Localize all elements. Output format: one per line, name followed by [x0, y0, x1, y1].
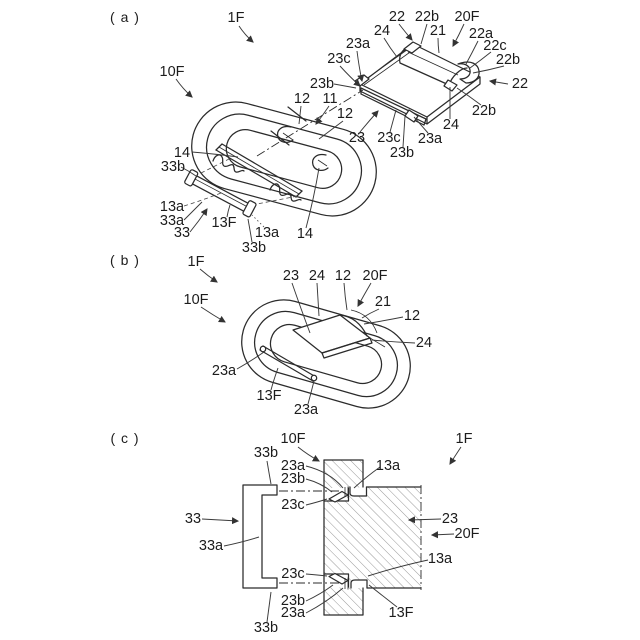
- ref-label-13f: 13F: [256, 388, 282, 404]
- ref-label-33b: 33b: [241, 240, 267, 256]
- ref-label-12: 12: [403, 308, 421, 324]
- caption-b: ( b ): [110, 252, 140, 268]
- ref-label-14: 14: [173, 145, 191, 161]
- ref-label-13f: 13F: [388, 605, 414, 621]
- ref-label-23a: 23a: [293, 402, 319, 418]
- ref-label-20f: 20F: [454, 526, 480, 542]
- ref-label-33a: 33a: [198, 538, 224, 554]
- ref-label-23b: 23b: [389, 145, 415, 161]
- ref-label-13a: 13a: [159, 199, 185, 215]
- ref-label-23a: 23a: [417, 131, 443, 147]
- figure-c-cross-section: [110, 430, 479, 636]
- ref-label-11: 11: [322, 91, 338, 107]
- ref-label-22c: 22c: [483, 38, 507, 54]
- ref-label-12: 12: [334, 268, 352, 284]
- ref-label-1f: 1F: [187, 254, 205, 270]
- ref-label-13a: 13a: [427, 551, 453, 567]
- cover-plate-20f: [355, 42, 480, 125]
- ref-label-33a: 33a: [159, 213, 185, 229]
- ref-label-24: 24: [415, 335, 433, 351]
- ref-label-21: 21: [374, 294, 392, 310]
- ref-label-23: 23: [348, 130, 366, 146]
- ref-label-22b: 22b: [414, 9, 440, 25]
- ref-label-33b: 33b: [253, 445, 279, 461]
- ref-label-23c: 23c: [327, 51, 351, 67]
- ref-label-10f: 10F: [280, 431, 306, 447]
- ref-label-23a: 23a: [280, 458, 306, 474]
- ref-label-23: 23: [282, 268, 300, 284]
- ref-label-10f: 10F: [159, 64, 185, 80]
- figure-a-exploded-view: [110, 9, 528, 256]
- ref-label-33b: 33b: [160, 159, 186, 175]
- ref-label-23c: 23c: [281, 497, 305, 513]
- bracket-33: [243, 485, 277, 588]
- ref-label-20f: 20F: [362, 268, 388, 284]
- ref-label-33: 33: [184, 511, 202, 527]
- ref-label-21: 21: [429, 23, 447, 39]
- ref-label-24: 24: [308, 268, 326, 284]
- ref-label-20f: 20F: [454, 9, 480, 25]
- ref-label-13f: 13F: [211, 215, 237, 231]
- ref-label-24: 24: [442, 117, 460, 133]
- ref-label-23c: 23c: [377, 130, 401, 146]
- ref-label-13a: 13a: [254, 225, 280, 241]
- inner-plate-23-b: [293, 310, 385, 358]
- ref-label-23c: 23c: [281, 566, 305, 582]
- ref-label-22b: 22b: [471, 103, 497, 119]
- ref-label-13a: 13a: [375, 458, 401, 474]
- ref-label-12: 12: [336, 106, 354, 122]
- ref-label-1f: 1F: [227, 10, 245, 26]
- caption-c: ( c ): [110, 430, 140, 446]
- ref-label-23a: 23a: [280, 605, 306, 621]
- ref-label-22b: 22b: [495, 52, 521, 68]
- ref-label-23b: 23b: [309, 76, 335, 92]
- ref-label-22: 22: [388, 9, 406, 25]
- caption-a: ( a ): [110, 9, 140, 25]
- ref-label-24: 24: [373, 23, 391, 39]
- ref-label-10f: 10F: [183, 292, 209, 308]
- link-ring-10f: [182, 92, 386, 226]
- ref-label-23a: 23a: [211, 363, 237, 379]
- ref-label-23: 23: [441, 511, 459, 527]
- labels-b: [110, 252, 432, 418]
- labels-a: [110, 9, 528, 256]
- ref-label-12: 12: [293, 91, 311, 107]
- ref-label-22: 22: [511, 76, 529, 92]
- labels-c: [110, 430, 479, 636]
- ref-label-33: 33: [173, 225, 191, 241]
- ref-label-23b: 23b: [280, 593, 306, 609]
- ref-label-22a: 22a: [468, 26, 494, 42]
- ref-label-14: 14: [296, 226, 314, 242]
- figure-b-assembled-view: [110, 252, 432, 418]
- ref-label-23b: 23b: [280, 471, 306, 487]
- ref-label-23a: 23a: [345, 36, 371, 52]
- ref-label-1f: 1F: [455, 431, 473, 447]
- ref-label-33b: 33b: [253, 620, 279, 636]
